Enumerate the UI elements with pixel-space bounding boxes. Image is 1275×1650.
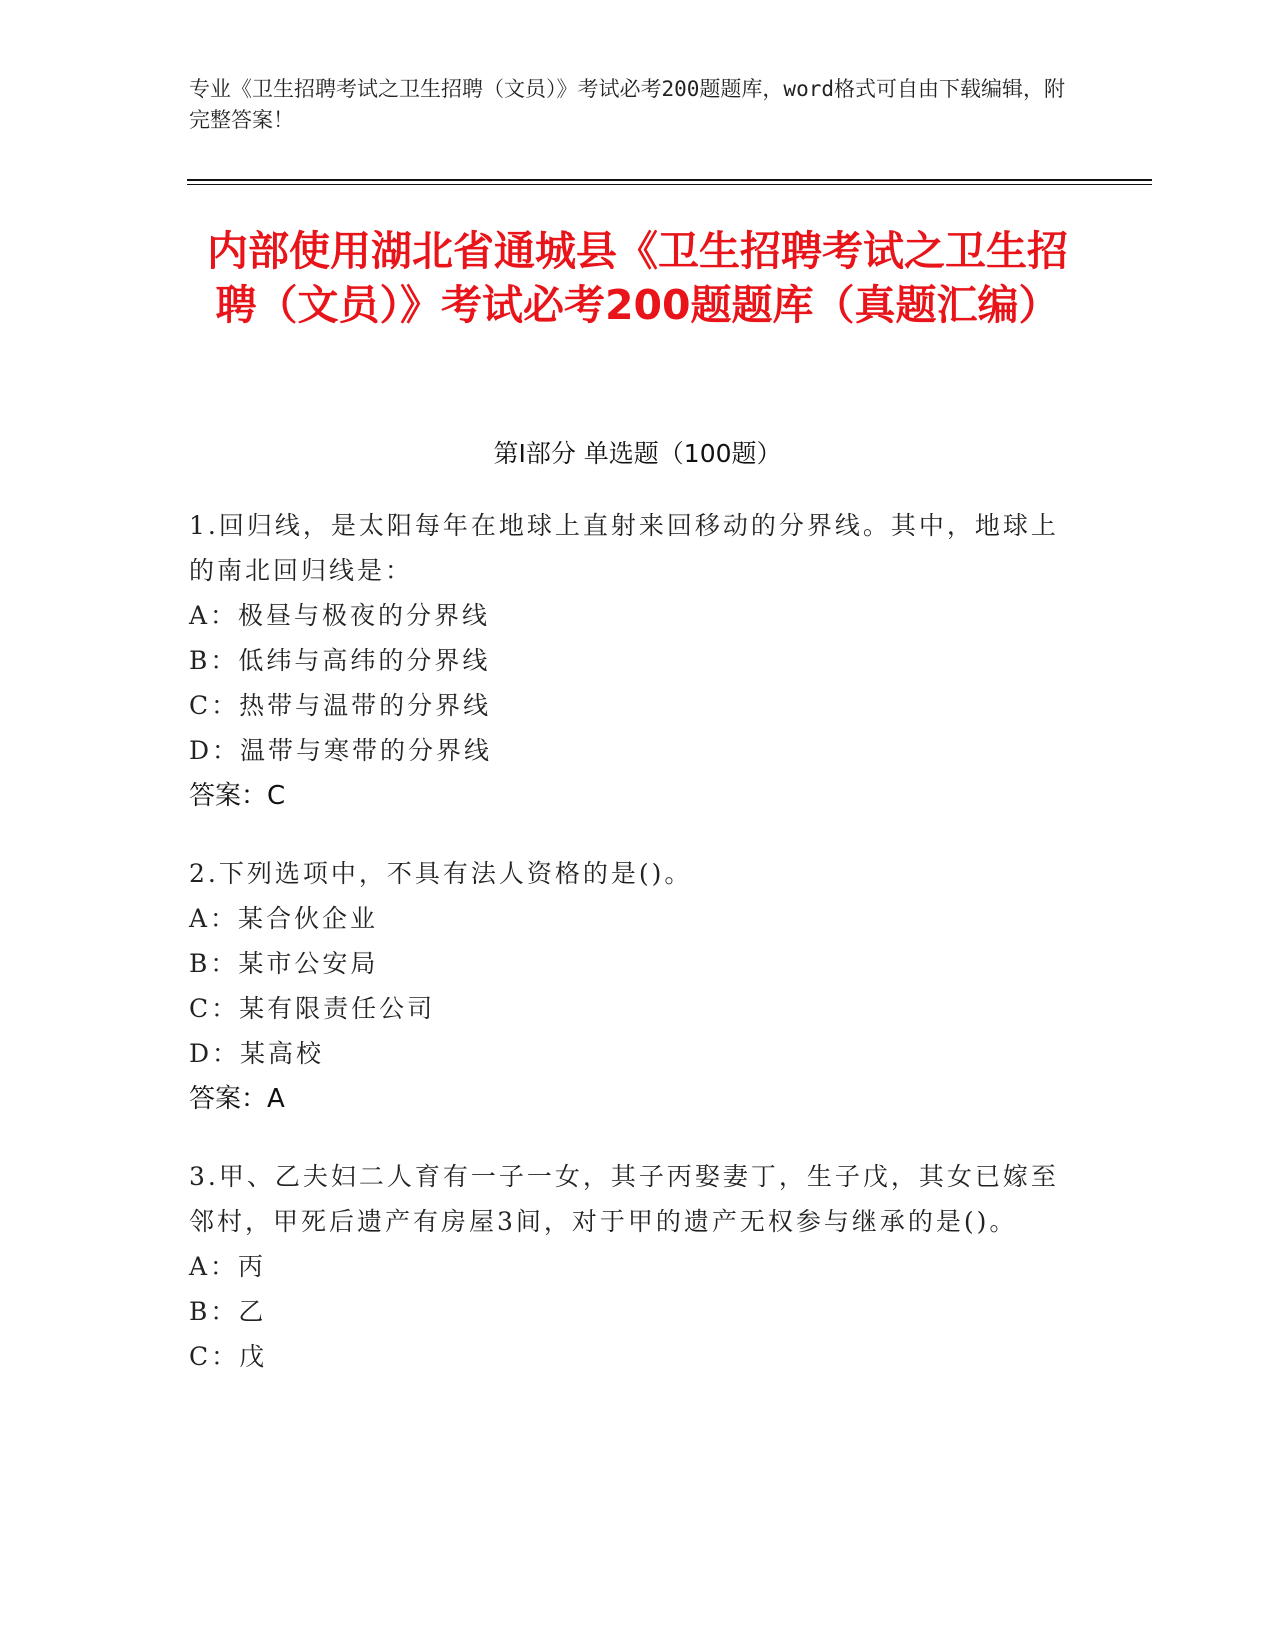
question-2 — [189, 851, 1069, 1122]
answer-label: 答案：A — [189, 1084, 285, 1114]
option-d: D：温带与寒带的分界线 — [189, 736, 493, 765]
option-b: B：低纬与高纬的分界线 — [189, 646, 491, 675]
option-c: C：戊 — [189, 1342, 268, 1371]
question-text: 2.下列选项中，不具有法人资格的是()。 — [189, 859, 693, 888]
option-d: D：某高校 — [189, 1039, 325, 1068]
section-title: 第Ⅰ部分 单选题（100题） — [493, 439, 782, 468]
header-divider-thick — [187, 179, 1152, 181]
option-c: C：某有限责任公司 — [189, 994, 436, 1023]
option-a: A：丙 — [189, 1252, 267, 1281]
question-3 — [189, 1154, 1069, 1379]
option-c: C：热带与温带的分界线 — [189, 691, 492, 720]
option-a: A：某合伙企业 — [189, 904, 379, 933]
option-b: B：乙 — [189, 1297, 267, 1326]
header-divider-thin — [187, 184, 1152, 185]
question-1 — [189, 503, 1069, 819]
question-text: 3.甲、乙夫妇二人育有一子一女，其子丙娶妻丁，生子戊，其女已嫁至邻村，甲死后遗产有房屋3间，对于甲的遗产无权参与继承的是()。 — [189, 1162, 1059, 1236]
option-b: B：某市公安局 — [189, 949, 379, 978]
header-note: 专业《卫生招聘考试之卫生招聘（文员）》考试必考200题题库，word格式可自由下载编辑，附完整答案！ — [189, 77, 1065, 132]
document-title: 内部使用湖北省通城县《卫生招聘考试之卫生招聘（文员）》考试必考200题题库（真题汇编） — [207, 227, 1068, 329]
question-text: 1.回归线，是太阳每年在地球上直射来回移动的分界线。其中，地球上的南北回归线是： — [189, 511, 1059, 585]
option-a: A：极昼与极夜的分界线 — [189, 601, 491, 630]
answer-label: 答案：C — [189, 781, 286, 811]
